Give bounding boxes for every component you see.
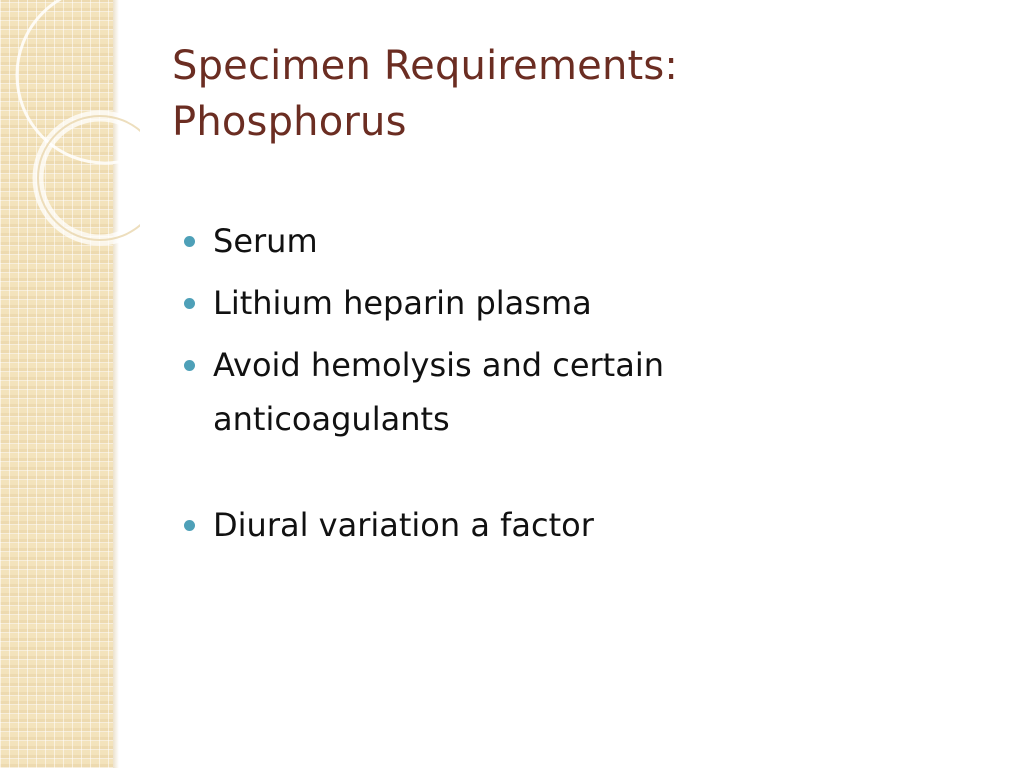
thick-ring (38, 116, 140, 240)
title-line-1: Specimen Requirements: (172, 43, 679, 89)
bullet-text: Avoid hemolysis and certain anticoagulants (213, 346, 664, 438)
bullet-text: Diural variation a factor (213, 506, 594, 544)
title-line-2: Phosphorus (172, 99, 407, 145)
bullet-item (184, 338, 773, 446)
decorative-rings (0, 0, 140, 260)
bullet-dot-icon (184, 360, 195, 371)
bullet-text: Serum (213, 222, 318, 260)
slide-title (172, 38, 952, 150)
bullet-item (184, 214, 964, 268)
bullet-text: Lithium heparin plasma (213, 284, 592, 322)
bullet-dot-icon (184, 298, 195, 309)
bullet-dot-icon (184, 520, 195, 531)
bullet-list (184, 214, 964, 560)
bullet-item (184, 276, 964, 330)
bullet-item (184, 498, 964, 552)
bullet-dot-icon (184, 236, 195, 247)
large-ring (17, 0, 140, 163)
